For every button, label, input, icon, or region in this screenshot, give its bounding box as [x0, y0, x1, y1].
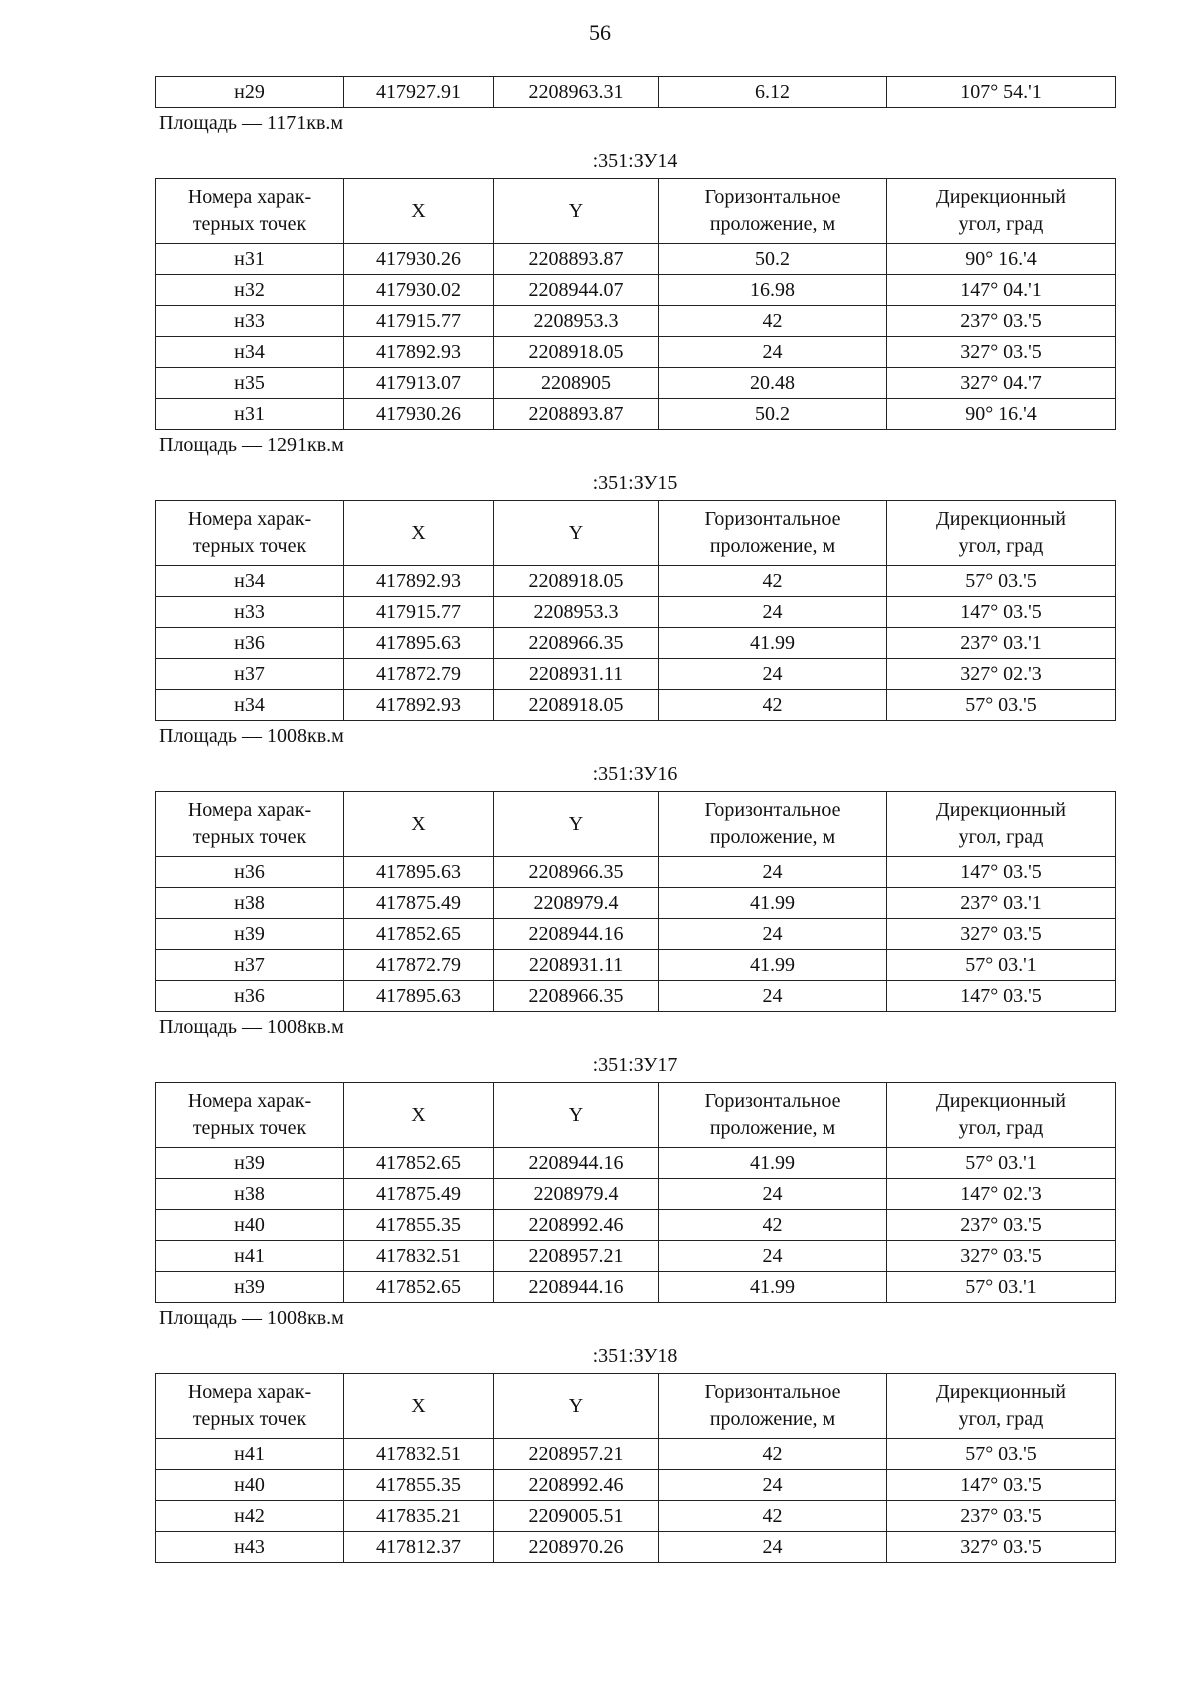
x-cell: 417930.26 [344, 244, 494, 275]
header-row [156, 501, 1116, 566]
header-text: Номера харак- [187, 186, 312, 208]
header-text: Горизонтальное [704, 1381, 841, 1403]
area-label: Площадь — 1008кв.м [159, 1016, 344, 1038]
x-cell: 417915.77 [344, 306, 494, 337]
header-distance [659, 1083, 887, 1148]
header-x: X [344, 179, 494, 244]
header-distance [659, 501, 887, 566]
section-title: :351:ЗУ16 [592, 763, 678, 785]
distance-cell: 41.99 [659, 1148, 887, 1179]
header-text: Дирекционный [936, 186, 1066, 208]
section-title: :351:ЗУ14 [592, 150, 678, 172]
header-text: проложение, м [709, 826, 836, 848]
document-body [155, 76, 1115, 1563]
point-cell: н38 [156, 1179, 344, 1210]
x-cell: 417895.63 [344, 628, 494, 659]
table-row [156, 275, 1116, 306]
section-title: :351:ЗУ15 [592, 472, 678, 494]
table-row [156, 1210, 1116, 1241]
table-row [156, 659, 1116, 690]
header-row [156, 179, 1116, 244]
y-cell: 2208905 [494, 368, 659, 399]
angle-cell: 327° 03.'5 [887, 919, 1116, 950]
x-cell: 417875.49 [344, 1179, 494, 1210]
point-cell: н35 [156, 368, 344, 399]
header-text: проложение, м [709, 213, 836, 235]
x-cell: 417852.65 [344, 919, 494, 950]
x-cell: 417927.91 [344, 77, 494, 108]
y-cell: 2208992.46 [494, 1470, 659, 1501]
point-cell: н29 [156, 77, 344, 108]
header-text: Горизонтальное [704, 186, 841, 208]
table-row [156, 597, 1116, 628]
angle-cell: 237° 03.'5 [887, 306, 1116, 337]
y-cell: 2208893.87 [494, 244, 659, 275]
header-x: X [344, 501, 494, 566]
section-title: :351:ЗУ18 [592, 1345, 678, 1367]
y-cell: 2208918.05 [494, 690, 659, 721]
header-row [156, 1374, 1116, 1439]
point-cell: н31 [156, 244, 344, 275]
y-cell: 2208992.46 [494, 1210, 659, 1241]
point-cell: н39 [156, 1148, 344, 1179]
header-text: Горизонтальное [704, 1090, 841, 1112]
table-row [156, 1501, 1116, 1532]
header-text: терных точек [192, 1408, 307, 1430]
header-angle [887, 179, 1116, 244]
angle-cell: 90° 16.'4 [887, 244, 1116, 275]
x-cell: 417875.49 [344, 888, 494, 919]
point-cell: н33 [156, 597, 344, 628]
table-row [156, 919, 1116, 950]
angle-cell: 147° 03.'5 [887, 981, 1116, 1012]
angle-cell: 327° 02.'3 [887, 659, 1116, 690]
distance-cell: 24 [659, 1532, 887, 1563]
header-row [156, 1083, 1116, 1148]
header-text: угол, град [958, 1408, 1044, 1430]
y-cell: 2208944.16 [494, 1148, 659, 1179]
y-cell: 2208979.4 [494, 1179, 659, 1210]
x-cell: 417892.93 [344, 690, 494, 721]
header-text: угол, град [958, 535, 1044, 557]
y-cell: 2208957.21 [494, 1241, 659, 1272]
header-text: терных точек [192, 213, 307, 235]
distance-cell: 42 [659, 1439, 887, 1470]
point-cell: н41 [156, 1241, 344, 1272]
distance-cell: 42 [659, 306, 887, 337]
header-text: терных точек [192, 535, 307, 557]
point-cell: н40 [156, 1210, 344, 1241]
angle-cell: 327° 04.'7 [887, 368, 1116, 399]
area-label: Площадь — 1008кв.м [159, 725, 344, 747]
point-cell: н36 [156, 981, 344, 1012]
angle-cell: 57° 03.'5 [887, 566, 1116, 597]
header-y: Y [494, 501, 659, 566]
x-cell: 417852.65 [344, 1148, 494, 1179]
y-cell: 2209005.51 [494, 1501, 659, 1532]
table-row [156, 1439, 1116, 1470]
table-row [156, 306, 1116, 337]
header-points [156, 792, 344, 857]
table-row [156, 244, 1116, 275]
point-cell: н36 [156, 857, 344, 888]
table-row [156, 981, 1116, 1012]
distance-cell: 24 [659, 857, 887, 888]
header-text: угол, град [958, 213, 1044, 235]
header-text: Дирекционный [936, 799, 1066, 821]
point-cell: н31 [156, 399, 344, 430]
point-cell: н34 [156, 566, 344, 597]
header-distance [659, 1374, 887, 1439]
distance-cell: 42 [659, 690, 887, 721]
x-cell: 417832.51 [344, 1439, 494, 1470]
distance-cell: 24 [659, 337, 887, 368]
distance-cell: 41.99 [659, 888, 887, 919]
header-y: Y [494, 179, 659, 244]
point-cell: н38 [156, 888, 344, 919]
header-text: терных точек [192, 1117, 307, 1139]
x-cell: 417892.93 [344, 566, 494, 597]
header-text: Дирекционный [936, 1381, 1066, 1403]
table-row [156, 1532, 1116, 1563]
table-row [156, 1148, 1116, 1179]
distance-cell: 41.99 [659, 628, 887, 659]
x-cell: 417872.79 [344, 950, 494, 981]
angle-cell: 327° 03.'5 [887, 337, 1116, 368]
table-row [156, 77, 1116, 108]
header-angle [887, 1374, 1116, 1439]
header-text: угол, град [958, 1117, 1044, 1139]
distance-cell: 24 [659, 1241, 887, 1272]
y-cell: 2208953.3 [494, 306, 659, 337]
table-row [156, 566, 1116, 597]
angle-cell: 147° 03.'5 [887, 857, 1116, 888]
header-points [156, 501, 344, 566]
header-text: Дирекционный [936, 508, 1066, 530]
table-row [156, 1272, 1116, 1303]
x-cell: 417812.37 [344, 1532, 494, 1563]
point-cell: н42 [156, 1501, 344, 1532]
angle-cell: 107° 54.'1 [887, 77, 1116, 108]
distance-cell: 24 [659, 1470, 887, 1501]
table-row [156, 368, 1116, 399]
distance-cell: 6.12 [659, 77, 887, 108]
section-title: :351:ЗУ17 [592, 1054, 678, 1076]
point-cell: н34 [156, 690, 344, 721]
coordinates-table-fragment [155, 76, 1116, 108]
point-cell: н41 [156, 1439, 344, 1470]
y-cell: 2208918.05 [494, 566, 659, 597]
header-y: Y [494, 1374, 659, 1439]
distance-cell: 41.99 [659, 1272, 887, 1303]
angle-cell: 57° 03.'1 [887, 1272, 1116, 1303]
header-angle [887, 792, 1116, 857]
table-row [156, 690, 1116, 721]
header-text: терных точек [192, 826, 307, 848]
header-text: Номера харак- [187, 1381, 312, 1403]
table-row [156, 628, 1116, 659]
distance-cell: 42 [659, 1210, 887, 1241]
header-y: Y [494, 792, 659, 857]
distance-cell: 24 [659, 659, 887, 690]
coordinates-table [155, 1082, 1116, 1303]
x-cell: 417872.79 [344, 659, 494, 690]
angle-cell: 57° 03.'5 [887, 1439, 1116, 1470]
coordinates-table [155, 791, 1116, 1012]
y-cell: 2208963.31 [494, 77, 659, 108]
table-row [156, 1241, 1116, 1272]
header-distance [659, 792, 887, 857]
angle-cell: 147° 03.'5 [887, 597, 1116, 628]
x-cell: 417930.02 [344, 275, 494, 306]
x-cell: 417835.21 [344, 1501, 494, 1532]
point-cell: н37 [156, 659, 344, 690]
x-cell: 417915.77 [344, 597, 494, 628]
header-y: Y [494, 1083, 659, 1148]
table-row [156, 399, 1116, 430]
angle-cell: 237° 03.'1 [887, 888, 1116, 919]
y-cell: 2208966.35 [494, 628, 659, 659]
table-row [156, 888, 1116, 919]
page-number: 56 [589, 20, 611, 45]
angle-cell: 57° 03.'5 [887, 690, 1116, 721]
header-text: Номера харак- [187, 799, 312, 821]
coordinates-table [155, 500, 1116, 721]
header-text: проложение, м [709, 535, 836, 557]
header-points [156, 1374, 344, 1439]
angle-cell: 147° 04.'1 [887, 275, 1116, 306]
header-x: X [344, 1374, 494, 1439]
y-cell: 2208944.16 [494, 919, 659, 950]
header-text: Горизонтальное [704, 508, 841, 530]
distance-cell: 42 [659, 566, 887, 597]
x-cell: 417855.35 [344, 1470, 494, 1501]
point-cell: н36 [156, 628, 344, 659]
header-row [156, 792, 1116, 857]
x-cell: 417895.63 [344, 981, 494, 1012]
area-label: Площадь — 1171кв.м [159, 112, 344, 134]
header-text: Номера харак- [187, 508, 312, 530]
distance-cell: 42 [659, 1501, 887, 1532]
y-cell: 2208918.05 [494, 337, 659, 368]
x-cell: 417855.35 [344, 1210, 494, 1241]
distance-cell: 41.99 [659, 950, 887, 981]
angle-cell: 237° 03.'5 [887, 1501, 1116, 1532]
header-text: проложение, м [709, 1408, 836, 1430]
angle-cell: 327° 03.'5 [887, 1532, 1116, 1563]
angle-cell: 57° 03.'1 [887, 950, 1116, 981]
header-text: Дирекционный [936, 1090, 1066, 1112]
point-cell: н32 [156, 275, 344, 306]
x-cell: 417892.93 [344, 337, 494, 368]
table-row [156, 1179, 1116, 1210]
angle-cell: 237° 03.'5 [887, 1210, 1116, 1241]
point-cell: н33 [156, 306, 344, 337]
y-cell: 2208953.3 [494, 597, 659, 628]
distance-cell: 16.98 [659, 275, 887, 306]
header-text: Горизонтальное [704, 799, 841, 821]
angle-cell: 57° 03.'1 [887, 1148, 1116, 1179]
x-cell: 417930.26 [344, 399, 494, 430]
header-angle [887, 501, 1116, 566]
coordinates-table [155, 178, 1116, 430]
angle-cell: 147° 02.'3 [887, 1179, 1116, 1210]
point-cell: н34 [156, 337, 344, 368]
header-x: X [344, 1083, 494, 1148]
distance-cell: 50.2 [659, 399, 887, 430]
y-cell: 2208944.07 [494, 275, 659, 306]
x-cell: 417832.51 [344, 1241, 494, 1272]
angle-cell: 237° 03.'1 [887, 628, 1116, 659]
coordinates-table [155, 1373, 1116, 1563]
y-cell: 2208931.11 [494, 950, 659, 981]
distance-cell: 24 [659, 597, 887, 628]
y-cell: 2208979.4 [494, 888, 659, 919]
area-label: Площадь — 1008кв.м [159, 1307, 344, 1329]
angle-cell: 90° 16.'4 [887, 399, 1116, 430]
distance-cell: 50.2 [659, 244, 887, 275]
y-cell: 2208966.35 [494, 981, 659, 1012]
table-row [156, 337, 1116, 368]
header-points [156, 1083, 344, 1148]
header-text: угол, град [958, 826, 1044, 848]
y-cell: 2208970.26 [494, 1532, 659, 1563]
table-row [156, 857, 1116, 888]
y-cell: 2208893.87 [494, 399, 659, 430]
point-cell: н43 [156, 1532, 344, 1563]
angle-cell: 147° 03.'5 [887, 1470, 1116, 1501]
area-label: Площадь — 1291кв.м [159, 434, 344, 456]
point-cell: н39 [156, 1272, 344, 1303]
point-cell: н39 [156, 919, 344, 950]
x-cell: 417913.07 [344, 368, 494, 399]
angle-cell: 327° 03.'5 [887, 1241, 1116, 1272]
header-text: проложение, м [709, 1117, 836, 1139]
y-cell: 2208957.21 [494, 1439, 659, 1470]
y-cell: 2208966.35 [494, 857, 659, 888]
distance-cell: 24 [659, 981, 887, 1012]
y-cell: 2208944.16 [494, 1272, 659, 1303]
header-points [156, 179, 344, 244]
distance-cell: 24 [659, 1179, 887, 1210]
distance-cell: 24 [659, 919, 887, 950]
x-cell: 417852.65 [344, 1272, 494, 1303]
table-row [156, 1470, 1116, 1501]
point-cell: н40 [156, 1470, 344, 1501]
distance-cell: 20.48 [659, 368, 887, 399]
table-row [156, 950, 1116, 981]
point-cell: н37 [156, 950, 344, 981]
header-x: X [344, 792, 494, 857]
y-cell: 2208931.11 [494, 659, 659, 690]
header-distance [659, 179, 887, 244]
x-cell: 417895.63 [344, 857, 494, 888]
header-angle [887, 1083, 1116, 1148]
header-text: Номера харак- [187, 1090, 312, 1112]
